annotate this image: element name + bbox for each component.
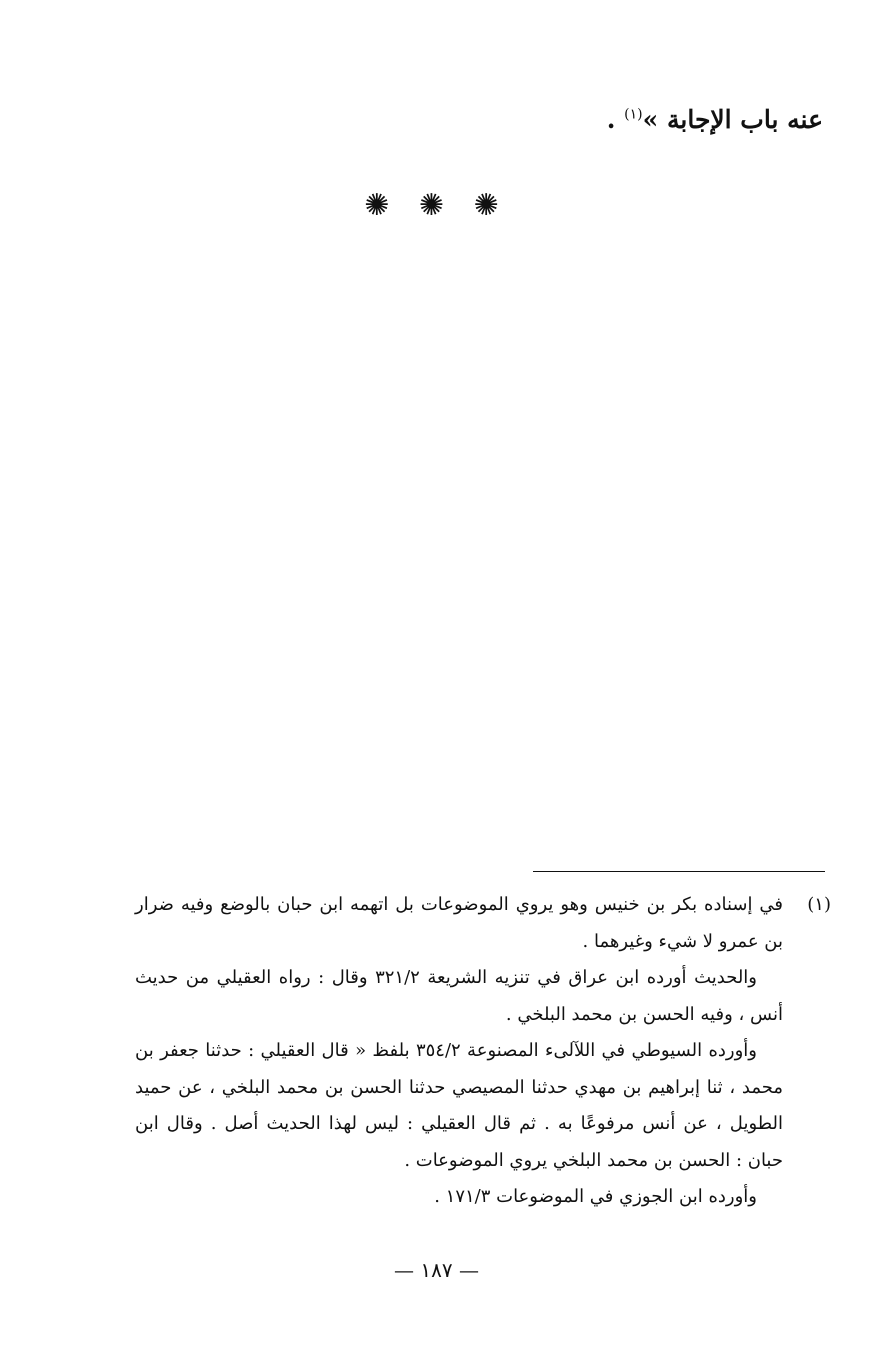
footnotes-section (135, 887, 831, 1216)
footnote-separator-rule (533, 871, 825, 872)
footnote-marker: (١) (807, 894, 831, 915)
footnote-reference: (١) (624, 106, 643, 123)
main-text: عنه باب الإجابة » (642, 105, 823, 134)
main-text-end-punctuation: . (606, 105, 625, 134)
footnote-paragraph: في إسناده بكر بن خنيس وهو يروي الموضوعات بل اتهمه ابن حبان بالوضع وفيه ضرار بن عمرو لا شيء وغيرهما . (135, 894, 783, 952)
main-text-line (607, 105, 823, 134)
section-divider-ornament: ✺ ✺ ✺ (364, 188, 509, 223)
footnote-body (135, 887, 783, 1216)
footnote-paragraph: وأورده السيوطي في اللآلىء المصنوعة ٣٥٤/٢ بلفظ « قال العقيلي : حدثنا جعفر بن محمد ، ثنا إبراهيم بن مهدي حدثنا المصيصي حدثنا الحسن بن محمد البلخي ، عن حميد الطويل ، عن أنس مرفوعًا به . ثم قال العقيلي : ليس لهذا الحديث أصل . وقال ابن حبان : الحسن بن محمد البلخي يروي الموضوعات . (135, 1040, 783, 1171)
page-number: — ١٨٧ — (394, 1258, 479, 1282)
footnote-paragraph: وأورده ابن الجوزي في الموضوعات ١٧١/٣ . (434, 1186, 757, 1207)
footnote-paragraph: والحديث أورده ابن عراق في تنزيه الشريعة ٣٢١/٢ وقال : رواه العقيلي من حديث أنس ، وفيه الحسن بن محمد البلخي . (135, 967, 783, 1025)
